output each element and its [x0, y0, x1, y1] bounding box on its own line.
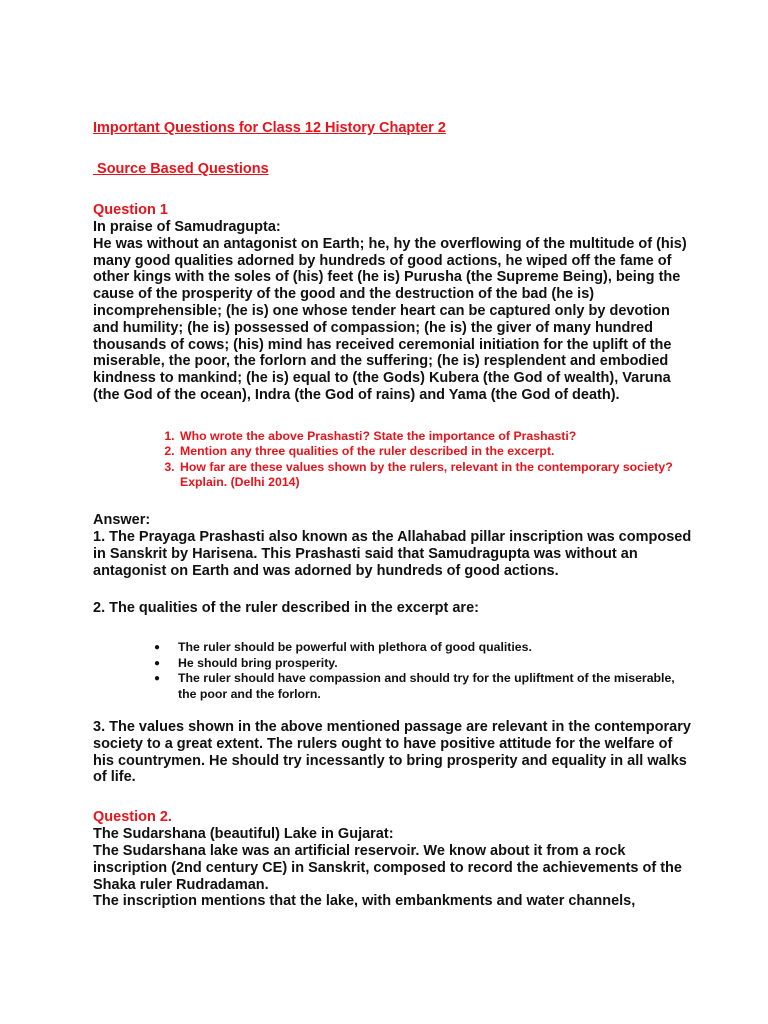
- subquestion-item: 3. How far are these values shown by the rulers, relevant in the contemporary society? Explain. (Delhi 2014): [178, 460, 693, 491]
- bullet-icon: ●: [154, 657, 161, 669]
- answer-3: 3. The values shown in the above mentioned passage are relevant in the contemporary society to a great extent. The rulers ought to have positive attitude for the welfare of his countrymen. He should try incessantly to bring prosperity and equality in all walks of life.: [93, 719, 691, 786]
- question-1-passage: He was without an antagonist on Earth; he, hy the overflowing of the multitude of (his) many good qualities adorned by hundreds of good actions, he wiped off the fame of other kings with the soles of (his) feet (he is) Purusha (the Supreme Being), being the cause of the prosperity of the good and the destruction of the bad (he is) incomprehensible; (he is) one whose tender heart can be captured only by devotion and humility; (he is) possessed of compassion; (he is) the giver of many hundred thousands of cows; (his) mind has received ceremonial initiation for the uplift of the miserable, the poor, the forlorn and the suffering; (he is) resplendent and embodied kindness to mankind; (he is) equal to (the Gods) Kubera (the God of wealth), Varuna (the God of the ocean), Indra (the God of rains) and Yama (the God of death).: [93, 235, 687, 403]
- question-2-passage-1: The Sudarshana lake was an artificial reservoir. We know about it from a rock inscription (2nd century CE) in Sanskrit, composed to record the achievements of the Shaka ruler Rudradaman.: [93, 842, 682, 893]
- document-title: Important Questions for Class 12 History Chapter 2: [93, 120, 446, 136]
- subquestion-item: 1. Who wrote the above Prashasti? State the importance of Prashasti?: [178, 429, 693, 444]
- question-2-passage-2: The inscription mentions that the lake, with embankments and water channels,: [93, 893, 636, 910]
- bullet-text: He should bring prosperity.: [178, 655, 338, 670]
- answer-2-intro: 2. The qualities of the ruler described in the excerpt are:: [93, 599, 479, 616]
- bullet-item: [154, 640, 693, 655]
- section-heading: Source Based Questions: [93, 161, 269, 177]
- answer-1: 1. The Prayaga Prashasti also known as the Allahabad pillar inscription was composed in Sanskrit by Harisena. This Prashasti said that Samudragupta was without an antagonist on Earth and was adorned by hundreds of good actions.: [93, 529, 692, 579]
- question-1-subquestions: [93, 429, 693, 491]
- bullet-item: [154, 671, 693, 702]
- question-2-subtitle: The Sudarshana (beautiful) Lake in Gujarat:: [93, 826, 394, 843]
- question-1-subtitle: In praise of Samudragupta:: [93, 219, 281, 235]
- answer-2-bullets: [93, 640, 693, 702]
- bullet-icon: ●: [154, 642, 161, 654]
- bullet-text: The ruler should have compassion and should try for the upliftment of the miserable, the poor and the forlorn.: [178, 671, 675, 701]
- bullet-item: [154, 655, 693, 671]
- question-2-label: Question 2.: [93, 809, 172, 826]
- subquestion-item: 2. Mention any three qualities of the ruler described in the excerpt.: [178, 444, 693, 459]
- bullet-icon: ●: [154, 673, 161, 685]
- bullet-text: The ruler should be powerful with plethora of good qualities.: [178, 640, 532, 655]
- question-1-label: Question 1: [93, 202, 168, 218]
- answer-label: Answer:: [93, 512, 151, 529]
- document-page: [93, 119, 693, 910]
